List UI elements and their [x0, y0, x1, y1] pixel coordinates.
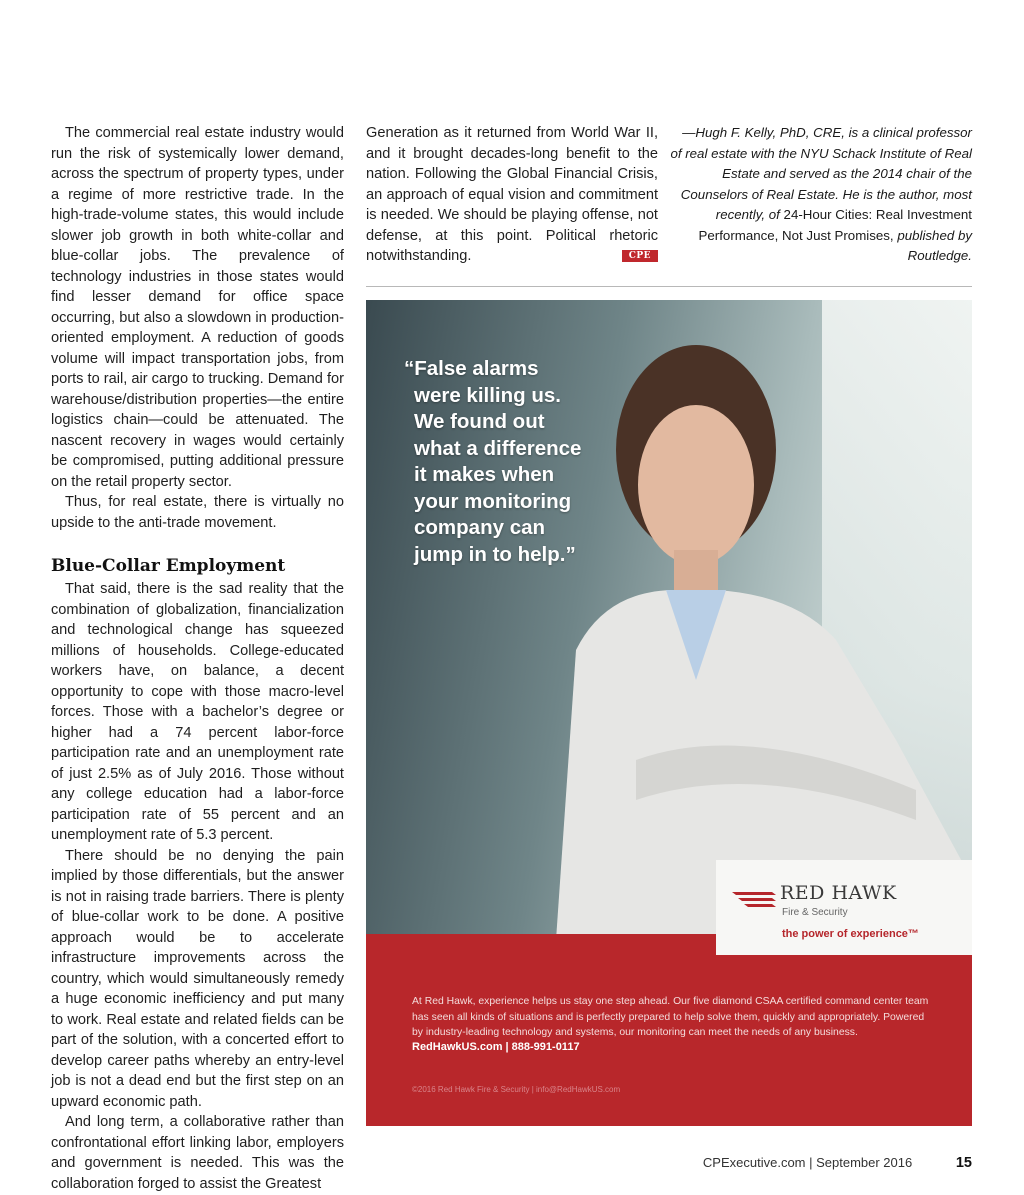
- end-mark-badge: CPE: [622, 250, 658, 262]
- brand-tagline: the power of experience™: [782, 928, 919, 940]
- quote-line: it makes when: [414, 463, 555, 486]
- red-hawk-advertisement[interactable]: [366, 300, 972, 1126]
- page-footer: [600, 1155, 972, 1171]
- footer-site-date: CPExecutive.com | September 2016: [702, 1155, 913, 1170]
- author-bio: [670, 123, 972, 267]
- bio-text: —Hugh F. Kelly, PhD, CRE, is a clinical professor of real estate with the NYU Schack Institute of Real Estate and served as the 2014 chair of the Counselors of Real Estate. He is the author, most recently, of: [670, 125, 972, 222]
- ad-contact-link[interactable]: RedHawkUS.com | 888-991-0117: [412, 1041, 580, 1053]
- quote-line: company can: [414, 516, 546, 539]
- section-heading: Blue-Collar Employment: [51, 556, 286, 576]
- quote-line: We found out: [414, 410, 545, 433]
- paragraph: The commercial real estate industry would run the risk of systemically lower demand, across the spectrum of property types, under a regime of more restrictive trade. In the high-trade-volume states, this would include slower job growth in both white-collar and blue-collar jobs. The prevalence of technology industries in those states would find lesser demand for office space occurring, but also a slowdown in production-oriented employment. A reduction of goods volume will impact transportation jobs, from ports to rail, air cargo to trucking. Demand for warehouse/distribution properties—the entire logistics chain—could be attenuated. The nascent recovery in wages would certainly be compromised, putting additional pressure on the retail property sector.: [51, 125, 344, 490]
- brand-name: RED HAWK: [780, 882, 897, 904]
- quote-line: what a difference: [414, 436, 582, 460]
- article-column-2: [366, 123, 658, 267]
- paragraph: That said, there is the sad reality that the combination of globalization, financialization and technological change has squeezed millions of households. College-educated workers have, on balance, a decent opportunity to cope with those macro-level forces. Those with a bachelor’s degree or higher had a 74 percent labor-force participation rate and an unemployment rate of just 2.5% as of July 2016. Those without any college education had a labor-force participation rate of 55 percent and an unemployment rate of 5.3 percent.: [51, 581, 344, 843]
- ad-body-text: At Red Hawk, experience helps us stay one step ahead. Our five diamond CSAA certified command center team has seen all kinds of situations and is perfectly prepared to help solve them, quickly and appropriately. Powered by industry-leading technology and systems, our monitoring can meet the needs of any business.: [412, 996, 929, 1038]
- paragraph-text: Generation as it returned from World War II, and it brought decades-long benefit to the nation. Following the Global Financial Crisis, an approach of equal vision and commitment is needed. We should be playing offense, not defense, at this point. Political rhetoric notwithstanding.: [366, 125, 658, 264]
- ad-copyright: ©2016 Red Hawk Fire & Security | info@RedHawkUS.com: [412, 1085, 621, 1094]
- paragraph: Thus, for real estate, there is virtually no upside to the anti-trade movement.: [51, 494, 344, 531]
- bio-publisher: published by Routledge.: [893, 227, 972, 263]
- quote-line: your monitoring: [414, 489, 572, 513]
- paragraph: [366, 123, 658, 267]
- divider: [366, 286, 972, 287]
- ad-red-panel: [366, 934, 972, 1126]
- brand-subtitle: Fire & Security: [782, 907, 848, 918]
- logo-box: [716, 860, 972, 955]
- red-hawk-wing-icon: [732, 888, 776, 910]
- quote-line: “False alarms: [404, 357, 539, 380]
- paragraph: And long term, a collaborative rather than confrontational effort linking labor, employers and government is needed. This was the collaboration forged to assist the Greatest: [51, 1114, 344, 1192]
- book-title: 24-Hour Cities: Real Investment Performance, Not Just Promises,: [698, 207, 972, 243]
- quote-line: were killing us.: [414, 383, 561, 407]
- paragraph: There should be no denying the pain implied by those differentials, but the answer is not in raising trade barriers. There is plenty of blue-collar work to be done. A positive approach would be to accelerate infrastructure improvements across the country, which would simultaneously remedy a huge economic inefficiency and put many to work. Real estate and related fields can be part of the solution, with a concerted effort to develop career paths whereby an entry-level job is not a dead end but the first step on an upward economic path.: [51, 847, 344, 1110]
- page-number: 15: [955, 1155, 972, 1171]
- ad-quote: [404, 356, 654, 568]
- quote-line: jump in to help.”: [414, 542, 576, 566]
- article-column-1: [51, 123, 344, 1194]
